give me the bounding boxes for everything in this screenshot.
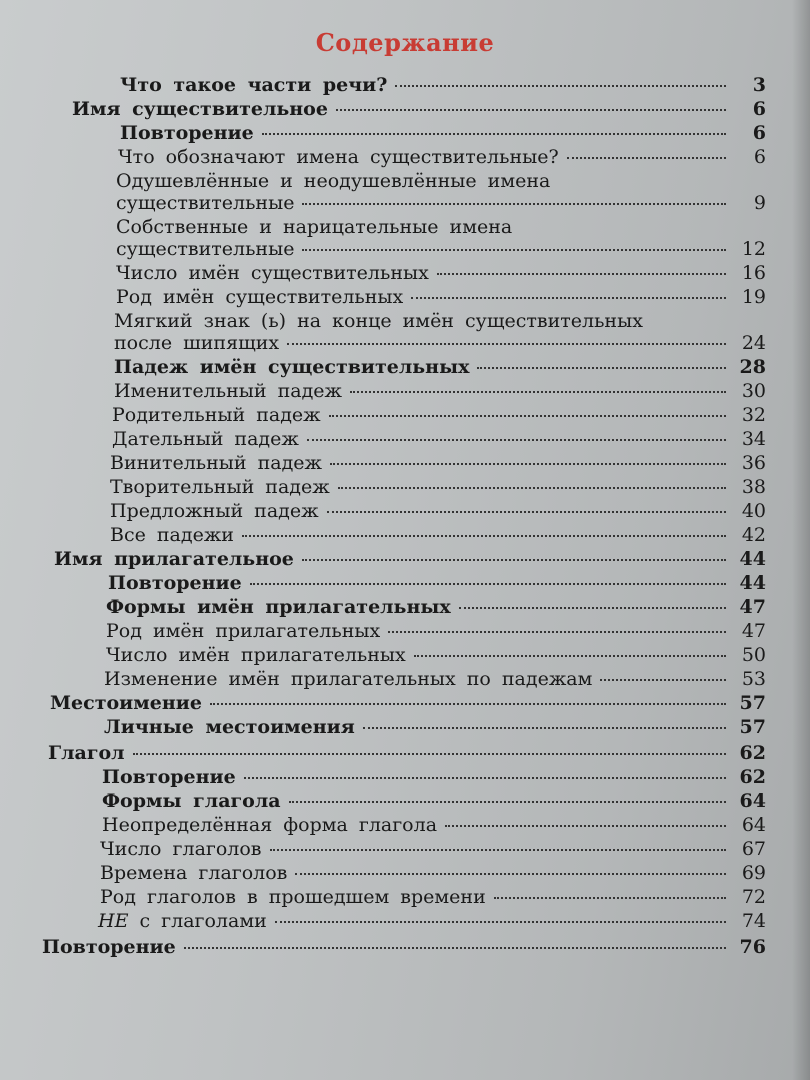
toc-entry: Что обозначают имена существительные? 6	[118, 146, 766, 168]
toc-entry: Род имён существительных 19	[116, 286, 766, 308]
toc-entry: Повторение 6	[120, 122, 766, 144]
toc-entry: Повторение 76	[42, 936, 766, 958]
toc-entry: Дательный падеж 34	[112, 428, 766, 450]
toc-entry-line: Одушевлённые и неодушевлённые имена	[116, 170, 551, 192]
toc-entry: Все падежи 42	[110, 524, 766, 546]
toc-entry: Падеж имён существительных 28	[114, 356, 766, 378]
toc-entry-line: Собственные и нарицательные имена	[116, 216, 513, 238]
toc-entry: НЕ с глаголами 74	[98, 910, 766, 932]
toc-entry: Винительный падеж 36	[110, 452, 766, 474]
toc-entry: Число имён прилагательных 50	[106, 644, 766, 666]
toc-entry: Предложный падеж 40	[110, 500, 766, 522]
toc-entry: Местоимение 57	[50, 692, 766, 714]
toc-entry: Род имён прилагательных 47	[106, 620, 766, 642]
toc-entry: Что такое части речи? 3	[120, 74, 766, 96]
toc-entry: Времена глаголов 69	[100, 862, 766, 884]
toc-entry: Глагол 62	[48, 742, 766, 764]
toc-entry: после шипящих 24	[114, 332, 766, 354]
toc-entry: Формы глагола 64	[102, 790, 766, 812]
toc-entry: Родительный падеж 32	[112, 404, 766, 426]
toc-entry: Неопределённая форма глагола 64	[102, 814, 766, 836]
toc-entry: Род глаголов в прошедшем времени 72	[100, 886, 766, 908]
page-title: Содержание	[315, 28, 495, 57]
toc-entry: Личные местоимения 57	[104, 716, 766, 738]
page-gutter-shadow	[792, 0, 810, 1080]
toc-entry: Имя существительное 6	[72, 98, 766, 120]
toc-entry: Имя прилагательное 44	[54, 548, 766, 570]
toc-entry: Число глаголов 67	[100, 838, 766, 860]
toc-entry: Именительный падеж 30	[114, 380, 766, 402]
toc-entry: Число имён существительных 16	[116, 262, 766, 284]
toc-entry: Повторение 44	[108, 572, 766, 594]
toc-entry-line: Мягкий знак (ь) на конце имён существительных	[114, 310, 643, 332]
toc-entry: Творительный падеж 38	[110, 476, 766, 498]
toc-entry: существительные 12	[116, 238, 766, 260]
toc-entry: Изменение имён прилагательных по падежам 53	[104, 668, 766, 690]
toc-entry: Повторение 62	[102, 766, 766, 788]
toc-entry: существительные 9	[116, 192, 766, 214]
toc-entry: Формы имён прилагательных 47	[106, 596, 766, 618]
